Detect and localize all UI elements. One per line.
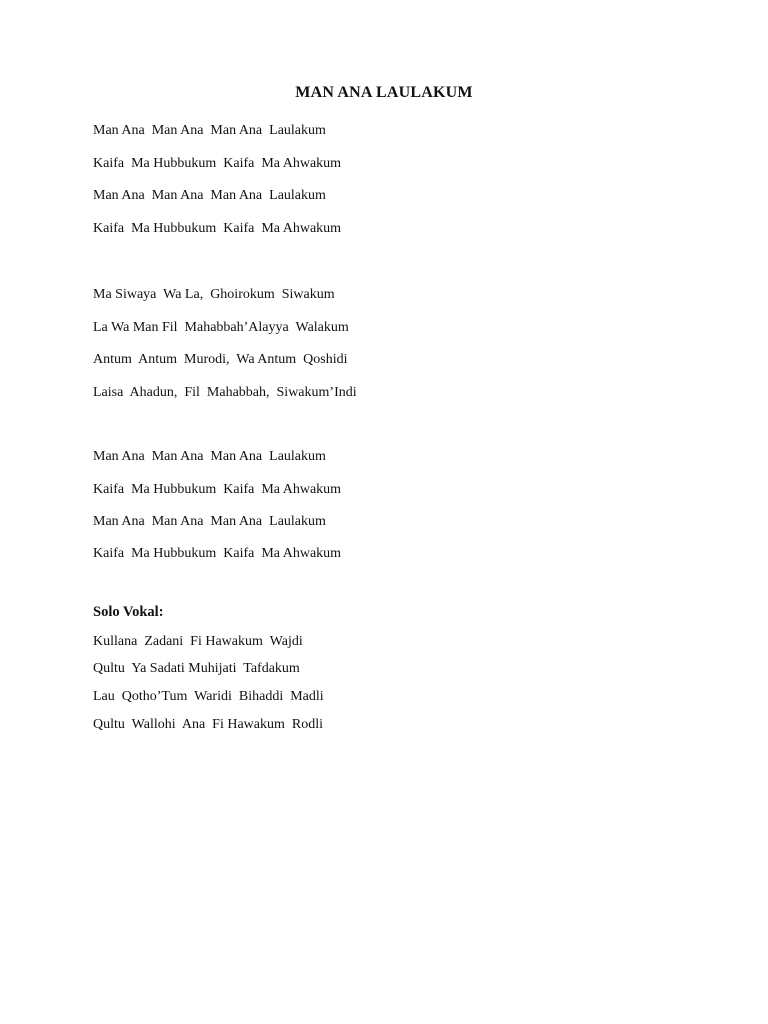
lyric-line: Kaifa Ma Hubbukum Kaifa Ma Ahwakum [93,482,342,497]
lyric-line: Kaifa Ma Hubbukum Kaifa Ma Ahwakum [93,156,342,171]
solo-line: Qultu Ya Sadati Muhijati Tafdakum [93,661,300,676]
solo-heading: Solo Vokal: [93,604,164,620]
lyric-line: Kaifa Ma Hubbukum Kaifa Ma Ahwakum [93,546,342,561]
lyric-line: Kaifa Ma Hubbukum Kaifa Ma Ahwakum [93,221,342,236]
lyric-line: Man Ana Man Ana Man Ana Laulakum [93,449,326,464]
lyric-line: Ma Siwaya Wa La, Ghoirokum Siwakum [93,287,335,302]
lyric-line: La Wa Man Fil Mahabbah’Alayya Walakum [93,320,349,335]
solo-line: Qultu Wallohi Ana Fi Hawakum Rodli [93,717,323,732]
lyric-line: Man Ana Man Ana Man Ana Laulakum [93,188,326,203]
solo-line: Lau Qotho’Tum Waridi Bihaddi Madli [93,689,324,704]
lyric-line: Man Ana Man Ana Man Ana Laulakum [93,123,326,138]
lyric-line: Antum Antum Murodi, Wa Antum Qoshidi [93,352,348,367]
lyric-line: Laisa Ahadun, Fil Mahabbah, Siwakum’Indi [93,385,357,400]
page-title: MAN ANA LAULAKUM [295,84,473,101]
solo-line: Kullana Zadani Fi Hawakum Wajdi [93,634,303,649]
lyric-line: Man Ana Man Ana Man Ana Laulakum [93,514,326,529]
